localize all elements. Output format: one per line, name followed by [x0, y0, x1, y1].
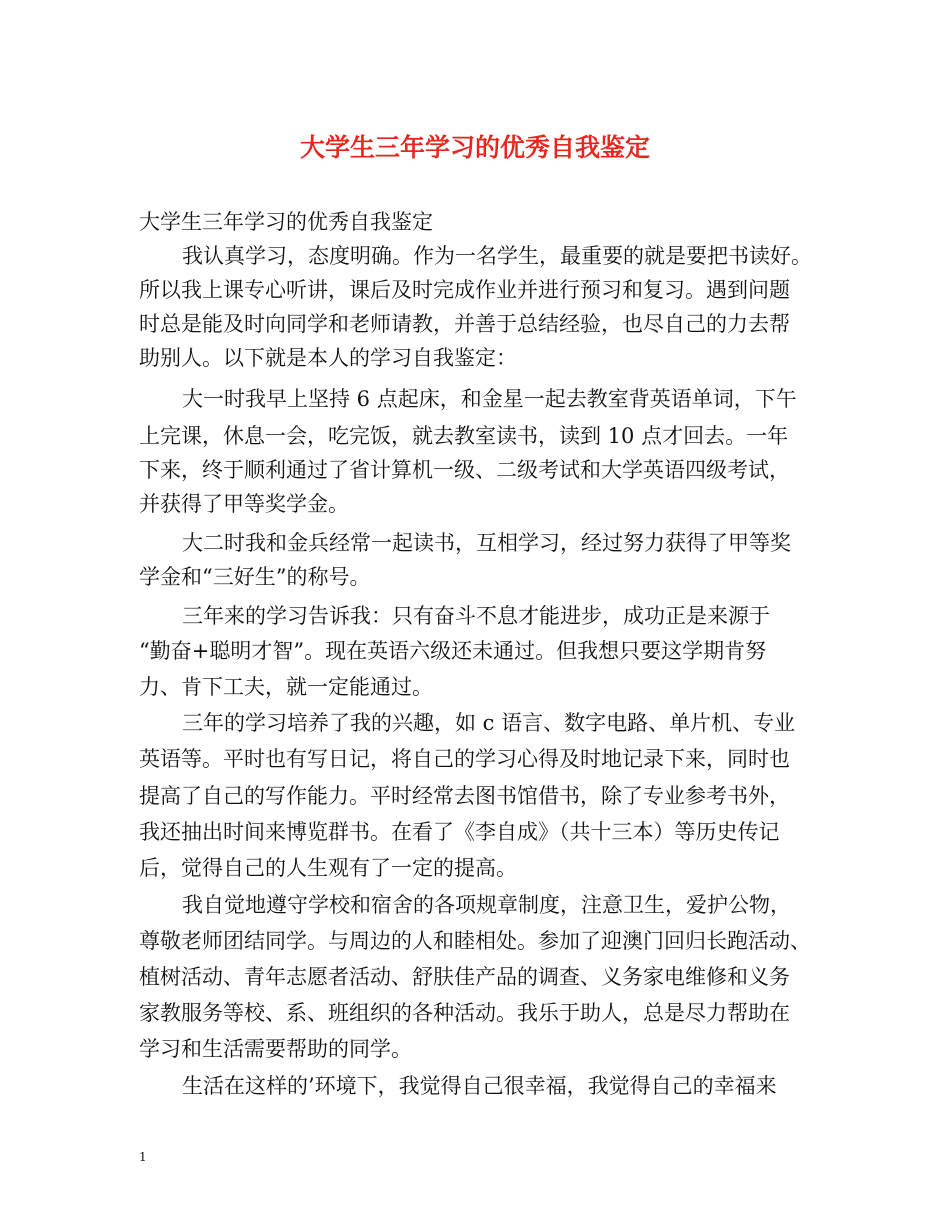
- text-line: 学习和生活需要帮助的同学。: [139, 1037, 412, 1061]
- text-line: 植树活动、青年志愿者活动、舒肤佳产品的调查、义务家电维修和义务: [139, 965, 790, 989]
- text-line: 我自觉地遵守学校和宿舍的各项规章制度，注意卫生，爱护公物，: [182, 893, 791, 917]
- text-line: 助别人。以下就是本人的学习自我鉴定：: [139, 346, 517, 370]
- text-line: 时总是能及时向同学和老师请教，并善于总结经验，也尽自己的力去帮: [139, 312, 790, 336]
- text-line: 我认真学习，态度明确。作为一名学生，最重要的就是要把书读好。: [182, 244, 812, 268]
- text-line: 上完课，休息一会，吃完饭，就去教室读书，读到 10 点才回去。一年: [139, 424, 789, 448]
- text-line: 三年的学习培养了我的兴趣，如 c 语言、数字电路、单片机、专业: [182, 711, 796, 735]
- text-line: 尊敬老师团结同学。与周边的人和睦相处。参加了迎澳门回归长跑活动、: [139, 929, 811, 953]
- text-line: 家教服务等校、系、班组织的各种活动。我乐于助人，总是尽力帮助在: [139, 1001, 790, 1025]
- text-line: 并获得了甲等奖学金。: [139, 492, 349, 516]
- text-line: 我还抽出时间来博览群书。在看了《李自成》（共十三本）等历史传记: [139, 820, 780, 844]
- text-line: 力、肯下工夫，就一定能通过。: [139, 675, 433, 699]
- text-line: 大一时我早上坚持 6 点起床，和金星一起去教室背英语单词，下午: [182, 387, 797, 411]
- text-line: 大学生三年学习的优秀自我鉴定: [139, 210, 433, 234]
- text-line: 生活在这样的’环境下，我觉得自己很幸福，我觉得自己的幸福来: [182, 1074, 777, 1098]
- document-title: 大学生三年学习的优秀自我鉴定: [299, 133, 650, 162]
- text-line: “勤奋+聪明才智”。现在英语六级还未通过。但我想只要这学期肯努: [139, 639, 767, 663]
- text-line: 所以我上课专心听讲，课后及时完成作业并进行预习和复习。遇到问题: [139, 278, 790, 302]
- page-number: 1: [139, 1150, 147, 1164]
- text-line: 英语等。平时也有写日记，将自己的学习心得及时地记录下来，同时也: [139, 747, 790, 771]
- text-line: 学金和“三好生”的称号。: [139, 565, 371, 589]
- text-line: 提高了自己的写作能力。平时经常去图书馆借书，除了专业参考书外，: [139, 784, 790, 808]
- text-line: 后，觉得自己的人生观有了一定的提高。: [139, 856, 517, 880]
- text-line: 下来，终于顺利通过了省计算机一级、二级考试和大学英语四级考试，: [139, 458, 790, 482]
- text-line: 三年来的学习告诉我：只有奋斗不息才能进步，成功正是来源于: [182, 604, 770, 628]
- text-line: 大二时我和金兵经常一起读书，互相学习，经过努力获得了甲等奖: [182, 531, 791, 555]
